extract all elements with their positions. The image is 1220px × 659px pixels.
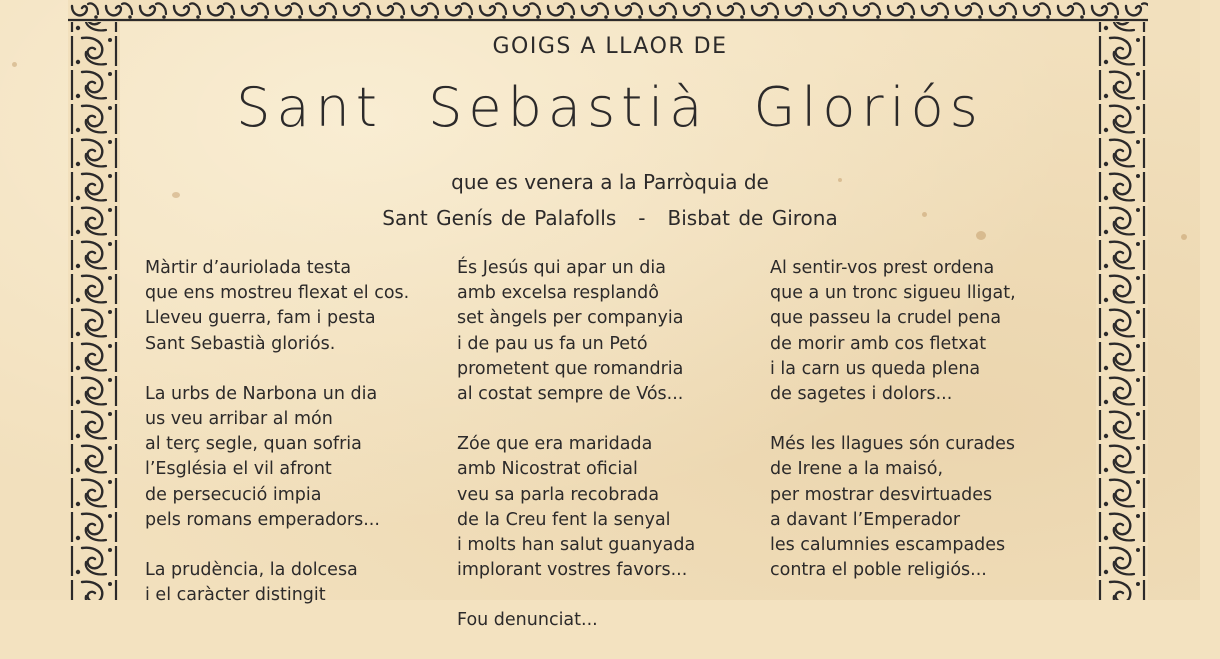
verse-line: Més les llagues són curades	[770, 434, 1016, 455]
verse-line: per mostrar desvirtuades	[770, 484, 993, 505]
spiral-scroll-icon	[68, 0, 1148, 22]
verse-column-3	[770, 256, 1016, 608]
subtitle-diocese: Bisbat de Girona	[667, 206, 838, 230]
verse-line: de sagetes i dolors...	[770, 384, 953, 405]
verse-line: contra el poble religiós...	[770, 560, 987, 581]
subtitle-location	[0, 206, 1220, 230]
verse-line: veu sa parla recobrada	[457, 484, 660, 505]
verse-line: Sant Sebastià gloriós.	[145, 333, 336, 354]
verse-line: pels romans emperadors...	[145, 509, 380, 530]
stanza	[770, 432, 1016, 583]
verse-line: amb excelsa resplandô	[457, 283, 659, 304]
stanza	[145, 558, 409, 608]
paper-stain	[12, 62, 17, 67]
stanza	[457, 256, 695, 407]
stanza	[770, 256, 1016, 407]
verse-line: Màrtir d’auriolada testa	[145, 258, 352, 278]
verse-line: que a un tronc sigueu lligat,	[770, 283, 1016, 304]
overline-heading: GOIGS A LLAOR DE	[492, 34, 728, 59]
subtitle-place: Sant Genís de Palafolls	[382, 206, 617, 230]
verse-line: que passeu la crudel pena	[770, 308, 1002, 329]
verse-line: que ens mostreu flexat el cos.	[145, 283, 410, 304]
verse-line: l’Església el vil afront	[145, 459, 332, 480]
verse-line: al costat sempre de Vós...	[457, 384, 684, 405]
verse-line: i el caràcter distingit	[145, 585, 326, 606]
verse-line: de morir amb cos fletxat	[770, 333, 987, 354]
verse-line: Fou denunciat...	[457, 610, 598, 631]
stanza	[145, 382, 409, 533]
verse-line: prometent que romandria	[457, 358, 684, 379]
verse-line: set àngels per companyia	[457, 308, 684, 329]
paper-stain	[1181, 234, 1187, 240]
verse-line: de persecució impia	[145, 484, 322, 505]
stanza	[457, 432, 695, 583]
verse-line: de Irene a la maisó,	[770, 459, 944, 480]
page-title: Sant Sebastià Gloriós	[236, 76, 984, 139]
paper-stain	[976, 231, 986, 240]
subtitle-separator: -	[638, 206, 646, 230]
verse-line: a davant l’Emperador	[770, 509, 961, 530]
verse-line: i molts han salut guanyada	[457, 535, 696, 556]
verse-line: i de pau us fa un Petó	[457, 333, 648, 354]
verse-column-1	[145, 256, 409, 633]
verse-line: La prudència, la dolcesa	[145, 560, 358, 581]
verse-line: les calumnies escampades	[770, 535, 1006, 556]
stanza	[145, 256, 409, 357]
stanza	[457, 608, 695, 633]
verse-column-2	[457, 256, 695, 659]
verse-line: Zóe que era maridada	[457, 434, 653, 455]
verse-line: Al sentir-vos prest ordena	[770, 258, 995, 278]
verse-line: amb Nicostrat oficial	[457, 459, 638, 480]
verse-line: És Jesús qui apar un dia	[457, 258, 666, 278]
verse-line: Lleveu guerra, fam i pesta	[145, 308, 376, 329]
subtitle-parish: que es venera a la Parròquia de	[451, 170, 769, 194]
verse-line: al terç segle, quan sofria	[145, 434, 362, 455]
verse-line: de la Creu fent la senyal	[457, 509, 671, 530]
verse-line: us veu arribar al món	[145, 409, 333, 430]
verse-line: La urbs de Narbona un dia	[145, 383, 378, 404]
verse-line: i la carn us queda plena	[770, 358, 981, 379]
verse-line: implorant vostres favors...	[457, 560, 688, 581]
